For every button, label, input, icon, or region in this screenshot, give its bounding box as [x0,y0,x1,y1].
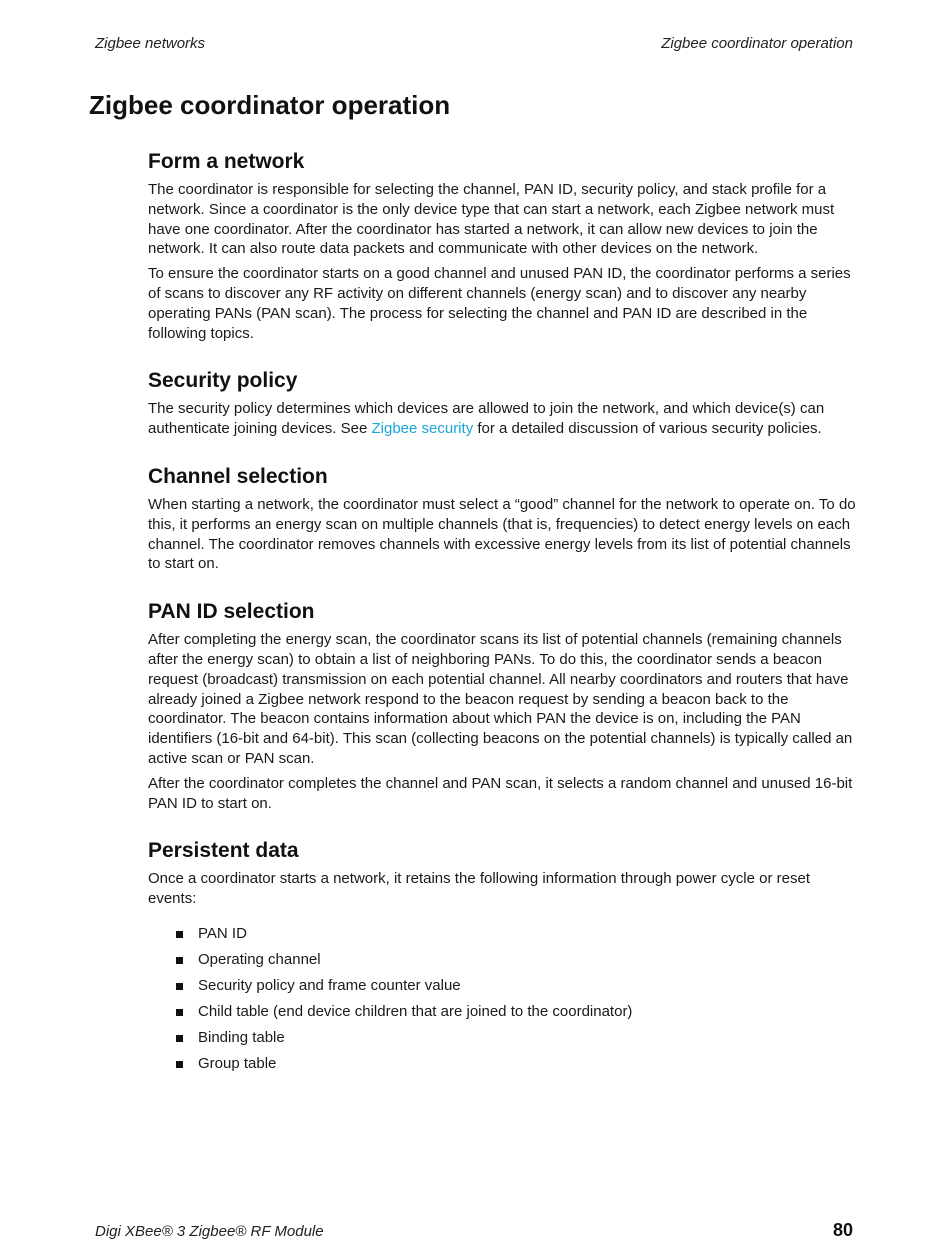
section-heading: Channel selection [148,464,328,488]
paragraph [148,399,860,439]
section-form-network [148,150,860,343]
footer-document-title: Digi XBee® 3 Zigbee® RF Module [95,1223,324,1240]
main-content [148,150,860,1103]
header-chapter: Zigbee networks [95,35,206,52]
paragraph: After the coordinator completes the channel and PAN scan, it selects a random channel and unused 16-bit PAN ID to start on. [148,774,853,812]
persistent-data-list [148,921,860,1077]
list-item: Operating channel [176,947,860,973]
zigbee-security-link[interactable]: Zigbee security [371,420,474,438]
page-footer [95,1220,853,1241]
list-item: Child table (end device children that are joined to the coordinator) [176,999,860,1025]
section-heading: Persistent data [148,839,299,863]
section-pan-id-selection [148,600,860,813]
paragraph-text: The security policy determines which devices are allowed to join the network, and which device(s) can authenticate joining devices. See [148,400,825,438]
section-channel-selection [148,465,860,574]
section-persistent-data [148,839,860,1077]
list-item: PAN ID [176,921,860,947]
section-heading: Security policy [148,369,298,393]
list-item: Group table [176,1051,860,1077]
section-heading: Form a network [148,150,305,173]
paragraph: The coordinator is responsible for selecting the channel, PAN ID, security policy, and stack profile for a network. Since a coordinator is the only device type that can start a network, each Zigbee network must have one coordinator. After the coordinator has started a network, it can allow new devices to join the network. It can also route data packets and communicate with other devices on the network. [148,181,835,258]
paragraph-text: for a detailed discussion of various security policies. [473,420,822,438]
page-number: 80 [832,1220,853,1240]
list-item: Security policy and frame counter value [176,973,860,999]
paragraph: When starting a network, the coordinator must select a “good” channel for the network to operate on. To do this, it performs an energy scan on multiple channels (that is, frequencies) to detect energy levels on each channel. The coordinator removes channels with excessive energy levels from its list of potential channels to start on. [148,495,856,573]
page-title: Zigbee coordinator operation [89,90,451,120]
paragraph: After completing the energy scan, the coordinator scans its list of potential channels (remaining channels after the energy scan) to obtain a list of neighboring PANs. To do this, the coordinator sends a beacon request (broadcast) transmission on each potential channel. All nearby coordinators and routers that have already joined a Zigbee network respond to the beacon request by sending a beacon back to the coordinator. The beacon contains information about which PAN the device is on, including the PAN identifiers (16-bit and 64-bit). This scan (collecting beacons on the potential channels) is typically called an active scan or PAN scan. [148,631,853,767]
running-header [95,35,853,52]
list-item: Binding table [176,1025,860,1051]
paragraph: To ensure the coordinator starts on a good channel and unused PAN ID, the coordinator performs a series of scans to discover any RF activity on different channels (energy scan) and to discover any nearby operating PANs (PAN scan). The process for selecting the channel and PAN ID are described in the following topics. [148,265,851,342]
paragraph: Once a coordinator starts a network, it retains the following information through power cycle or reset events: [148,870,810,908]
header-section: Zigbee coordinator operation [661,35,853,52]
section-heading: PAN ID selection [148,600,315,624]
section-security-policy [148,369,860,439]
